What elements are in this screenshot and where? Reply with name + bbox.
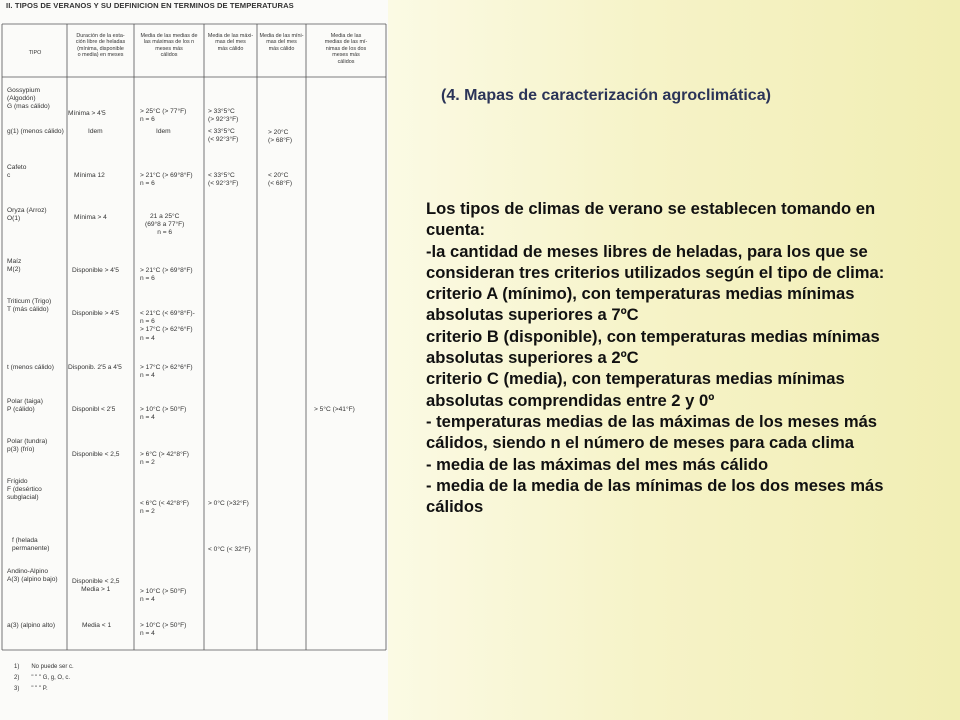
row-g1-mean-max: Idem [156,128,171,135]
header-mean-max-n-months: Media de las medias de las máximas de los n meses más cálidos [140,33,198,59]
row-maiz-duration: Disponible > 4'5 [72,267,119,274]
row-polar-taiga-min-two-warmest: > 5°C (>41°F) [314,406,355,413]
table-grid [0,0,388,720]
row-g1-tipo: g(1) (menos cálido) [7,128,64,135]
paragraph-intro: Los tipos de climas de verano se establecen tomando en cuenta: [426,199,876,240]
row-t-mean-max: > 17°C (> 62°6°F) n = 4 [140,364,193,380]
footnote-3: 3) " " " P. [14,686,48,692]
row-oryza-duration: Mínima > 4 [74,214,107,221]
row-t-tipo: t (menos cálido) [7,364,54,371]
row-triticum-duration: Disponible > 4'5 [72,310,119,317]
row-a3-mean-max: > 10°C (> 50°F) n = 4 [140,622,187,638]
row-cafeto-tipo: Cafeto c [7,164,27,180]
paragraph-criterion-a: criterio A (mínimo), con temperaturas medias mínimas absolutas superiores a 7ºC [426,284,855,325]
row-cafeto-mean-max: > 21°C (> 69°8°F) n = 6 [140,172,193,188]
row-polar-taiga-duration: Disponibl < 2'5 [72,406,116,413]
row-frigido-mean-max: < 6°C (< 42°8°F) n = 2 [140,500,189,516]
row-gossypium-mean-max: > 25°C (> 77°F) n = 6 [140,108,187,124]
row-cafeto-min-warmest: < 20°C (< 68°F) [268,172,293,188]
section-heading: (4. Mapas de caracterización agroclimática) [441,87,771,104]
table-title: II. TIPOS DE VERANOS Y SU DEFINICION EN TERMINOS DE TEMPERATURAS [6,1,294,10]
footnote-1: 1) No puede ser c. [14,664,74,670]
row-andino-duration: Disponible < 2,5 Media > 1 [72,578,120,594]
header-tipo: TIPO [28,50,42,56]
header-mean-max-warmest-month: Media de las máxi- mas del mes más cálido [207,33,254,52]
row-gossypium-tipo: Gossypium (Algodón) G (mas cálido) [7,87,50,111]
paragraph-min-two-warmest: - media de la media de las mínimas de los dos meses más cálidos [426,475,884,517]
row-oryza-mean-max: 21 a 25°C (69°8 a 77°F) n = 6 [145,213,185,237]
row-f-helada-max-warmest: < 0°C (< 32°F) [208,546,251,553]
row-frigido-max-warmest: > 0°C (>32°F) [208,500,249,507]
header-mean-min-warmest-month: Media de las míni- mas del mes más cálido [259,33,304,52]
row-g1-duration: Idem [88,128,103,135]
row-cafeto-duration: Mínima 12 [74,172,105,179]
row-maiz-tipo: Maíz M(2) [7,258,22,274]
row-triticum-tipo: Triticum (Trigo) T (más cálido) [7,298,52,314]
paragraph-criterion-c: criterio C (media), con temperaturas medias mínimas absolutas comprendidas entre 2 y 0º [426,369,845,410]
row-t-duration: Disponib. 2'5 a 4'5 [68,364,122,371]
row-triticum-mean-max: < 21°C (< 69°8°F)- n = 6 > 17°C (> 62°6°F) n = 4 [140,310,195,342]
header-frost-free-duration: Duración de la esta- ción libre de heladas (mínima, disponible o media) en meses [75,33,126,59]
body-text [426,198,926,517]
row-polar-tundra-tipo: Polar (tundra) p(3) (frío) [7,438,48,454]
paragraph-mean-max-n-months: - temperaturas medias de las máximas de los meses más cálidos, siendo n el número de meses para cada clima [426,411,878,453]
row-a3-duration: Media < 1 [82,622,112,629]
row-frigido-tipo: Frígido F (desértico subglacial) [7,478,42,502]
row-gossypium-duration: Mínima > 4'5 [68,110,106,117]
paragraph-criterion-b: criterio B (disponible), con temperaturas medias mínimas absolutas superiores a 2ºC [426,326,880,368]
row-polar-taiga-mean-max: > 10°C (> 50°F) n = 4 [140,406,187,422]
scanned-table [0,0,388,720]
row-a3-tipo: a(3) (alpino alto) [7,622,56,629]
paragraph-frost-free-months: -la cantidad de meses libres de heladas, para los que se consideran tres criterios utilizados según el tipo de clima: [426,241,885,282]
row-cafeto-max-warmest: < 33°5°C (< 92°3°F) [208,172,239,188]
footnote-2: 2) " " " G, g, O, c. [14,675,71,681]
row-polar-tundra-mean-max: > 6°C (> 42°8°F) n = 2 [140,451,189,467]
row-oryza-tipo: Oryza (Arroz) O(1) [7,207,47,223]
row-f-helada-tipo: f (helada permanente) [12,537,50,553]
row-maiz-mean-max: > 21°C (> 69°8°F) n = 6 [140,267,193,283]
row-andino-tipo: Andino-Alpino A(3) (alpino bajo) [7,568,58,584]
row-polar-taiga-tipo: Polar (taiga) P (cálido) [7,398,43,414]
row-g1-max-warmest: < 33°5°C (< 92°3°F) [208,128,239,144]
paragraph-max-warmest-month: - media de las máximas del mes más cálido [426,454,769,474]
row-g1-min-warmest: > 20°C (> 68°F) [268,129,293,145]
row-polar-tundra-duration: Disponible < 2,5 [72,451,120,458]
row-andino-mean-max: > 10°C (> 50°F) n = 4 [140,588,187,604]
header-mean-min-two-warmest-months: Media de las medias de las mí- nimas de los dos meses más cálidos [324,33,368,65]
row-gossypium-max-warmest: > 33°5°C (> 92°3°F) [208,108,239,124]
